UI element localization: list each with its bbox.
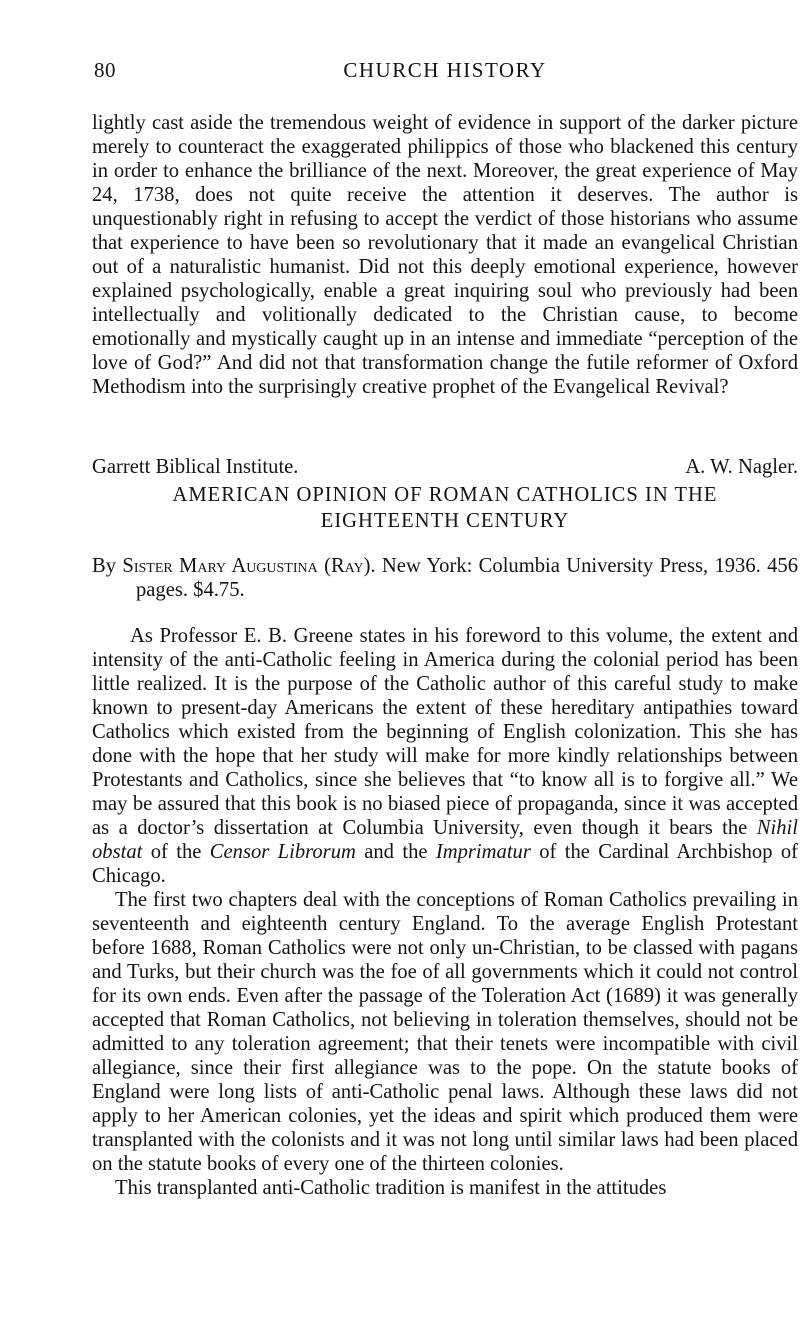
biblio-author: Sister Mary Augustina (122, 555, 318, 577)
review-title-line-2: EIGHTEENTH CENTURY (320, 510, 570, 532)
review-title (92, 482, 798, 534)
running-head (92, 58, 798, 88)
review-title-line-1: AMERICAN OPINION OF ROMAN CATHOLICS IN THE (172, 484, 718, 506)
review-paragraph-1 (92, 624, 798, 888)
bibliographic-entry (92, 554, 798, 602)
paragraph-1-text: As Professor E. B. Greene states in his foreword to this volume, the extent and intensity of the anti-Catholic feeling in America during the colonial period has been little realized. It is the purpose of the Catholic author of this careful study to make known to present-day Americans the extent of these hereditary antipathies toward Catholics which existed from the beginning of English colonization. This she has done with the hope that her study will make for more kindly relationships between Protestants and Catholics, since she believes that “to know all is to forgive all.” We may be assured that this book is no biased piece of propaganda, since it was accepted as a doctor’s dissertation at Columbia University, even though it bears the (92, 625, 798, 839)
review-paragraph: lightly cast aside the tremendous weight of evidence in support of the darker picture merely to counteract the exaggerated philippics of those who blackened this century in order to enhance the brilliance of the next. Moreover, the great experience of May 24, 1738, does not quite receive the attention it deserves. The author is unquestionably right in refusing to accept the verdict of those historians who assume that experience to have been so revolutionary that it made an evangelical Christian out of a naturalistic humanist. Did not this deeply emotional experience, however explained psychologically, enable a great inquiring soul who previously had been intellectually and volitionally dedicated to the Christian cause, to become emotionally and mystically caught up in an intense and immediate “perception of the love of God?” And did not that transformation change the futile reformer of Oxford Methodism into the surprisingly creative prophet of the Evangelical Revival? (92, 112, 798, 398)
paragraph-1-end: of the Cardinal Archbishop of Chicago. (92, 841, 799, 887)
review-paragraph-3: This transplanted anti-Catholic tradition is manifest in the attitudes (115, 1177, 667, 1199)
reviewer-name: A. W. Nagler. (685, 456, 798, 478)
reviewer-institution: Garrett Biblical Institute. (92, 456, 299, 478)
journal-title: CHURCH HISTORY (343, 58, 547, 82)
biblio-publication: ). New York: Columbia University Press, 1936. 456 pages. $4.75. (136, 555, 798, 601)
imprimatur: Imprimatur (435, 841, 531, 863)
censor-librorum: Censor Librorum (209, 841, 356, 863)
biblio-by: By (92, 555, 117, 577)
bibliographic-line (92, 554, 798, 602)
nihil-obstat: Nihil obstat (92, 817, 798, 863)
biblio-author-name: Ray (330, 555, 364, 577)
biblio-open-paren: ( (324, 555, 331, 577)
page-number: 80 (94, 58, 116, 82)
review-paragraph-2: The first two chapters deal with the conceptions of Roman Catholics prevailing in seventeenth and eighteenth century England. To the average English Protestant before 1688, Roman Catholics were not only un-Christian, to be classed with pagans and Turks, but their church was the foe of all governments which it could not control for its own ends. Even after the passage of the Toleration Act (1689) it was generally accepted that Roman Catholics, not believing in toleration themselves, should not be admitted to any toleration agreement; that their tenets were incompatible with civil allegiance, since their first allegiance was to the pope. On the statute books of England were long lists of anti-Catholic penal laws. Although these laws did not apply to her American colonies, yet the ideas and spirit which produced them were transplanted with the colonists and it was not long until similar laws had been placed on the statute books of every one of the thirteen colonies. (92, 889, 798, 1175)
paragraph-1-of-the: of the (150, 841, 202, 863)
paragraph-1-and-the: and the (364, 841, 428, 863)
review-continuation (92, 111, 798, 399)
review-body (92, 624, 798, 1200)
